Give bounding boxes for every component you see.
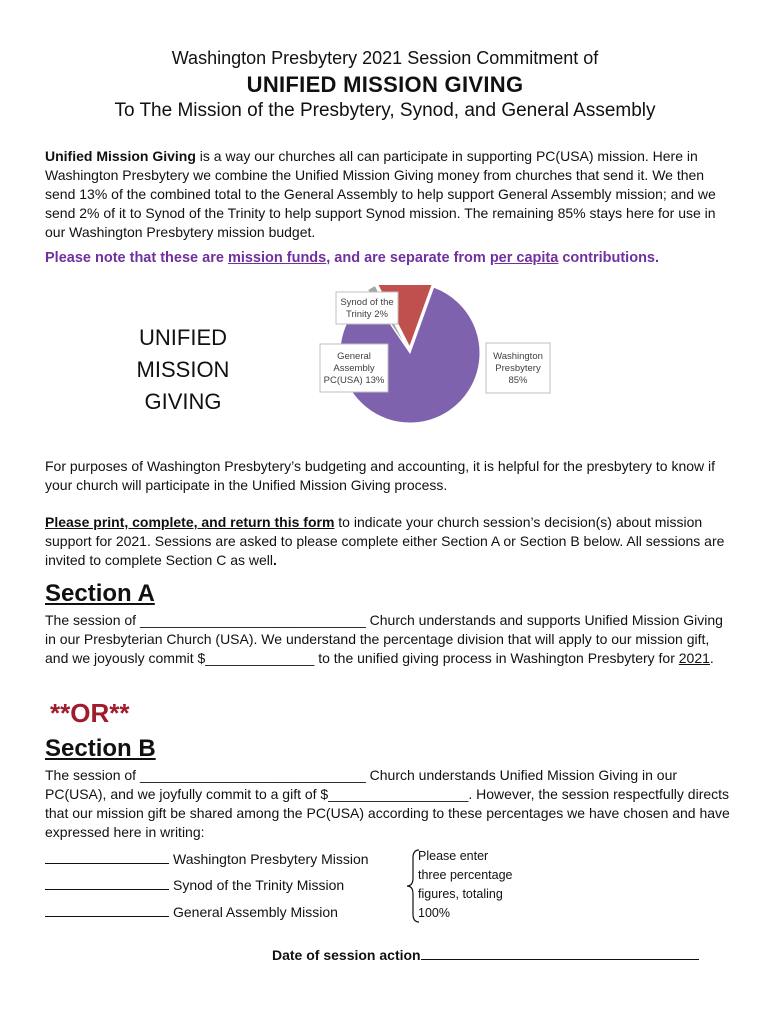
percentage-note-line-2: three percentage xyxy=(418,868,513,882)
pie-label-text-1-1: Trinity 2% xyxy=(346,309,388,320)
percentage-note xyxy=(418,847,538,923)
percentage-note-line-3: figures, totaling xyxy=(418,887,503,901)
pie-label-text-2-0: General xyxy=(337,351,371,362)
allocation-row-general-assembly xyxy=(45,903,338,920)
pie-label-text-1-0: Synod of the xyxy=(340,297,394,308)
section-a-year: 2021 xyxy=(678,650,710,666)
intro-text: is a way our churches all can participate in supporting PC(USA) mission. Here in Washington Presbytery we combine the Unified Mission Giving money from churches that send it. We then send 13% of the combined total to the General Assembly to help support General Assembly mission; and we send 2% of it to Synod of the Trinity to help support Synod mission. The remaining 85% stays here for use in our Washington Presbytery mission budget. xyxy=(45,148,716,240)
section-a-title: Section A xyxy=(45,580,155,607)
section-b-p1: The session of xyxy=(45,767,140,783)
section-a-church-blank[interactable]: _____________________________ xyxy=(139,612,366,628)
pie-label-text-0-1: Presbytery xyxy=(495,363,541,374)
section-a-p4: . xyxy=(709,650,714,666)
note-mission-funds: mission funds xyxy=(227,250,327,266)
percentage-note-line-1: Please enter xyxy=(418,849,489,863)
header-line-1: Washington Presbytery 2021 Session Commitment of xyxy=(171,48,599,68)
purposes-paragraph: For purposes of Washington Presbytery’s budgeting and accounting, it is helpful for the presbytery to know if your church will participate in the Unified Mission Giving process. xyxy=(45,458,716,493)
pie-label-text-0-0: Washington xyxy=(493,351,543,362)
section-a-p1: The session of xyxy=(45,612,140,628)
instructions-paragraph xyxy=(45,513,735,570)
allocation-label-general-assembly: General Assembly Mission xyxy=(173,904,338,920)
section-b-gift-blank[interactable]: __________________ xyxy=(328,786,469,802)
section-b-p3: . However, the session respectfully directs that our mission gift be shared among the PC(USA) according to these percentages we have chosen and have expressed here in writing: xyxy=(45,786,730,840)
section-a-p3: to the unified giving process in Washington Presbytery for xyxy=(314,650,679,666)
note-part-2: , and are separate from xyxy=(326,250,490,266)
note-part-1: Please note that these are xyxy=(45,250,228,266)
section-b-title: Section B xyxy=(45,735,156,762)
chart-label-line-3: GIVING xyxy=(144,389,222,414)
pie-label-text-0-2: 85% xyxy=(508,375,528,386)
mission-funds-note xyxy=(45,249,735,268)
or-divider: **OR** xyxy=(50,698,130,728)
chart-label-line-1: UNIFIED xyxy=(139,325,227,350)
pie-label-text-2-2: PC(USA) 13% xyxy=(323,375,385,386)
date-of-session-action xyxy=(272,946,699,963)
mission-pie-chart xyxy=(0,285,770,435)
section-b-church-blank[interactable]: _____________________________ xyxy=(139,767,366,783)
chart-label-line-2: MISSION xyxy=(136,357,230,382)
section-a-text xyxy=(45,611,735,668)
note-part-3: contributions. xyxy=(558,250,660,266)
allocation-row-synod xyxy=(45,876,344,893)
instructions-bold: Please print, complete, and return this form xyxy=(45,514,335,530)
allocation-label-presbytery: Washington Presbytery Mission xyxy=(173,851,369,867)
section-b-p2: Church understands Unified Mission Giving in our PC(USA), and we joyfully commit to a gift of $ xyxy=(45,767,678,802)
allocation-blank-presbytery[interactable] xyxy=(45,850,169,864)
section-a-p2: Church understands and supports Unified Mission Giving in our Presbyterian Church (USA). We understand the percentage division that will apply to our mission gift, and we joyously commit $ xyxy=(45,612,723,666)
date-blank[interactable] xyxy=(421,946,699,960)
instructions-end: . xyxy=(273,552,277,568)
page-title: UNIFIED MISSION GIVING xyxy=(246,72,524,97)
percentage-note-line-4: 100% xyxy=(418,906,450,920)
intro-paragraph xyxy=(45,147,735,242)
allocation-row-presbytery xyxy=(45,850,369,867)
instructions-text: to indicate your church session’s decision(s) about mission support for 2021. Sessions are asked to please complete either Section A or Section B below. All sessions are invited to complete Section C as well xyxy=(45,514,725,568)
header-subtitle: To The Mission of the Presbytery, Synod, and General Assembly xyxy=(114,100,656,121)
note-per-capita: per capita xyxy=(489,250,559,266)
section-a-amount-blank[interactable]: ______________ xyxy=(205,650,315,666)
date-label: Date of session action xyxy=(272,947,421,963)
allocation-blank-synod[interactable] xyxy=(45,876,169,890)
section-b-text xyxy=(45,766,735,842)
intro-bold-term: Unified Mission Giving xyxy=(45,148,196,164)
pie-label-text-2-1: Assembly xyxy=(333,363,375,374)
allocation-label-synod: Synod of the Trinity Mission xyxy=(173,877,345,893)
allocation-blank-general-assembly[interactable] xyxy=(45,903,169,917)
